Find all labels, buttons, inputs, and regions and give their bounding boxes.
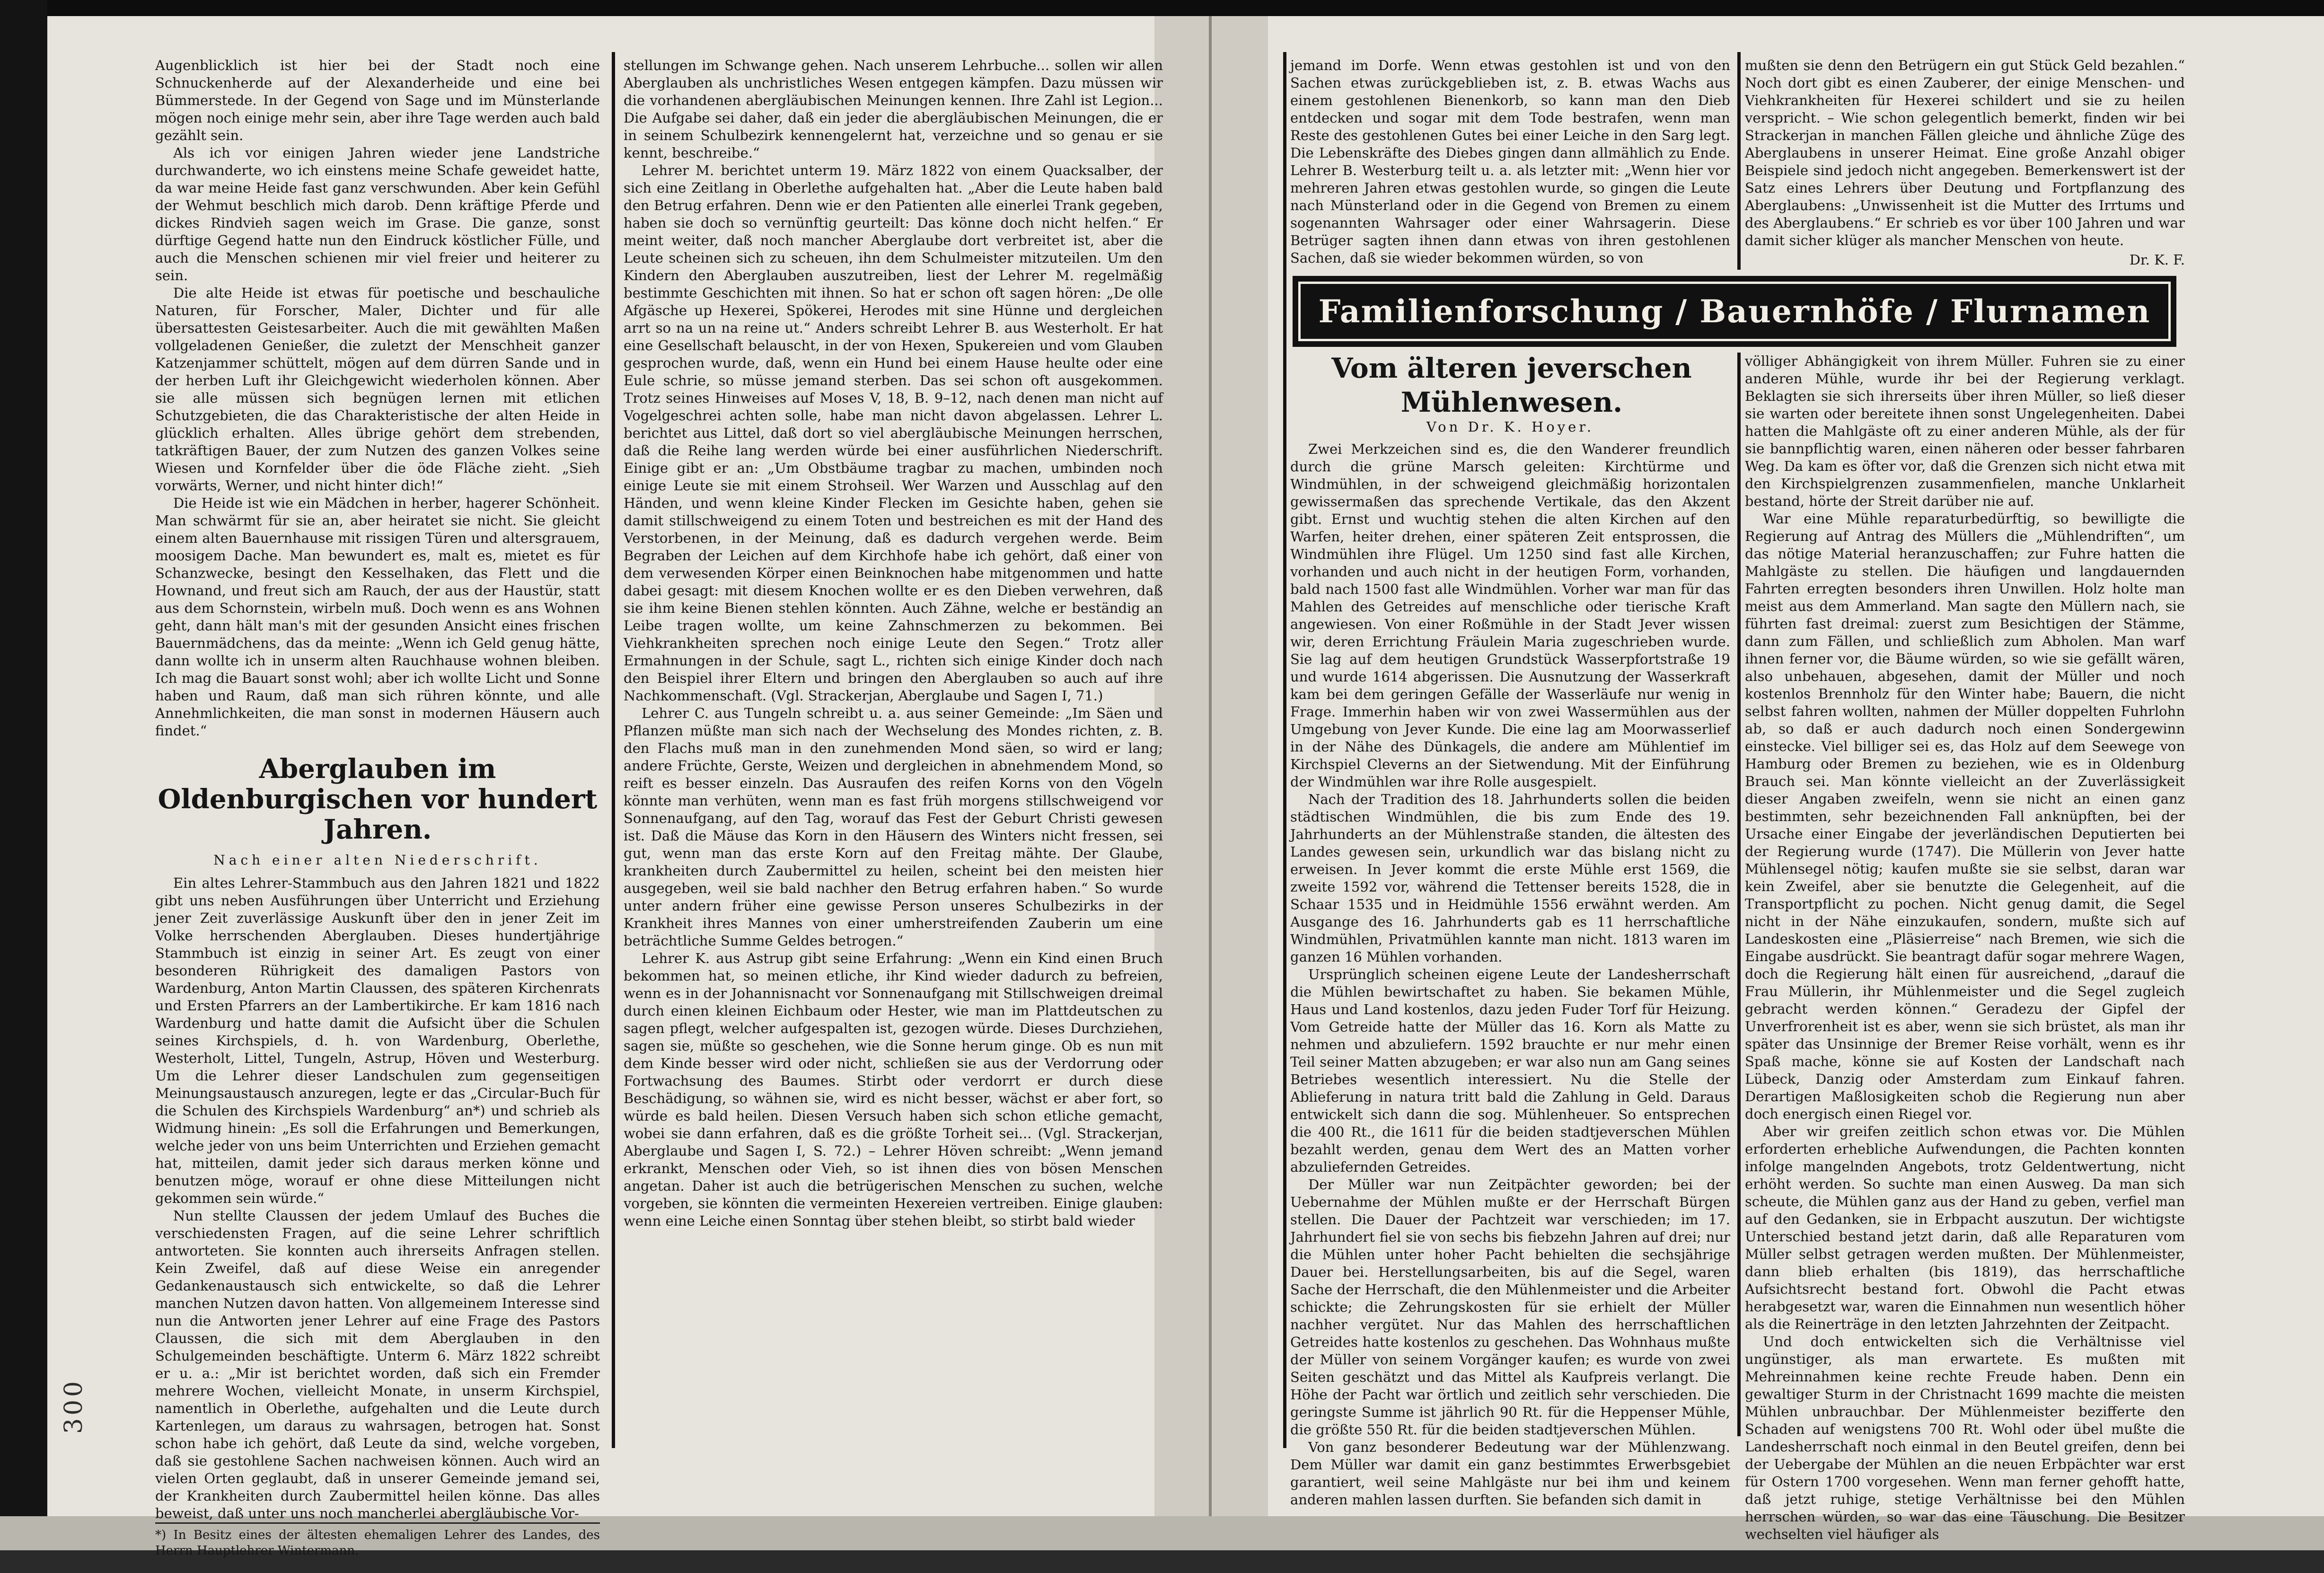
paragraph: stellungen im Schwange gehen. Nach unserem Lehrbuche... sollen wir allen Aberglauben als unchristliches Wesen entgegen kämpfen. Dazu müssen wir die vorhandenen abergläubischen Meinungen kennen. Ihre Zahl ist Legion... Die Aufgabe sei daher, daß ein jeder die abergläubischen Meinungen, die er in seinem Schulbezirk kennengelernt hat, verzeichne und so genau er sie kennt, beschreibe.“ [624,57,1163,161]
paragraph: Nach der Tradition des 18. Jahrhunderts sollen die beiden städtischen Windmühlen, die bis zum Ende des 19. Jahrhunderts an der Mühlenstraße standen, die ältesten des Landes gewesen sein, urkundlich war das bislang nicht zu erweisen. In Jever kommt die erste Mühle erst 1569, die zweite 1592 vor, während die Tettenser bereits 1528, die in Schaar 1535 und in Heidmühle 1556 erwähnt werden. Am Ausgange des 16. Jahrhunderts gab es 11 herrschaftliche Windmühlen, Privatmühlen kannte man nicht. 1813 waren im ganzen 16 Mühlen vorhanden. [1290,791,1730,965]
paragraph: Und doch entwickelten sich die Verhältnisse viel ungünstiger, als man erwartete. Es mußten mit Mehreinnahmen keine rechte Freude haben. Denn ein gewaltiger Sturm in der Christnacht 1699 machte die meisten Mühlen unbrauchbar. Der Mühlenmeister bezifferte den Schaden auf wenigstens 700 Rt. Wohl oder übel mußte die Landesherrschaft noch einmal in den Beutel greifen, denn bei der Uebergabe der Mühlen an die neuen Erbpächter war erst für Ostern 1700 vorgesehen. Wenn man ferner gehofft hatte, daß jetzt ruhige, stetige Verhältnisse bei den Mühlen herrschen würden, so war das eine Täuschung. Die Besitzer wechselten viel häufiger als [1745,1334,2185,1542]
column-2 [624,57,1163,1439]
paragraph: Als ich vor einigen Jahren wieder jene Landstriche durchwanderte, wo ich einstens meine Schafe geweidet hatte, da war meine Heide fast ganz verschwunden. Aber kein Gefühl der Wehmut beschlich mich darob. Denn kräftige Pferde und dickes Rindvieh sagen weich im Grase. Die ganze, sonst dürftige Gegend hatte nun den Eindruck köstlicher Fülle, und auch die Menschen schienen mir viel freier und heiterer zu sein. [155,145,600,283]
column-rule [1737,52,1741,270]
page-number: 300 [60,1378,88,1434]
article-subheading: Nach einer alten Niederschrift. [213,852,542,868]
paragraph: Lehrer M. berichtet unterm 19. März 1822 von einem Quacksalber, der sich eine Zeitlang in Oberlethe aufgehalten hat. „Aber die Leute haben bald den Betrug erfahren. Denn wie er den Patienten alle einerlei Trank gegeben, haben sie doch so vernünftig geurteilt: Das könne doch nicht helfen.“ Er meint weiter, daß noch mancher Aberglaube dort verbreitet ist, aber die Leute scheinen sich zu scheuen, ihn dem Schulmeister mitzuteilen. Um den Kindern den Aberglauben auszutreiben, liest der Lehrer M. regelmäßig bestimmte Geschichten mit ihnen. So hat er schon oft sagen hören: „De olle Afgäsche up Hexerei, Spökerei, Herodes mit sine Hünne und dergleichen arrt so na un na reine ut.“ Anders schreibt Lehrer B. aus Westerholt. Er hat eine Gesellschaft belauscht, in der von Hexen, Spukereien und vom Glauben gesprochen wurde, daß, wenn ein Hund bei einem Hause heulte oder eine Eule schrie, so müsse jemand sterben. Das sei schon oft ausgekommen. Trotz seines Hinweises auf Moses V, 18, B. 9–12, nach denen man nicht auf Vogelgeschrei achten solle, habe man nicht davon abgelassen. Lehrer L. berichtet aus Littel, daß dort so viel abergläubische Meinungen herrschen, daß die Reihe lang werden würde bei einer ausführlichen Niederschrift. Einige gibt er an: „Um Obstbäume tragbar zu machen, umbinden noch einige Leute sie mit einem Strohseil. Wer Warzen und Ausschlag auf den Händen, und wenn kleine Kinder Flecken im Gesichte haben, gehen sie damit stillschweigend zu einem Toten und bestreichen es mit der Hand des Verstorbenen, in der Meinung, daß es dadurch vergehen werde. Beim Begraben der Leichen auf dem Kirchhofe habe ich gehört, daß einer von dem verwesenden Körper einen Beinknochen habe mitgenommen und hatte dabei gesagt: mit diesem Knochen wollte er es den Dieben verwehren, daß sie ihm keine Bienen stehlen könnten. Auch Zähne, welche er beständig an Leibe tragen wollte, um keine Zahnschmerzen zu bekommen. Bei Viehkrankheiten sprechen noch einige Leute den Segen.“ Trotz aller Ermahnungen in der Schule, sagt L., richten sich einige Kinder doch nach den Beispiel ihrer Eltern und bringen den Aberglauben so auch auf ihre Nachkommenschaft. (Vgl. Strackerjan, Aberglaube und Sagen I, 71.) [624,162,1163,704]
paragraph: jemand im Dorfe. Wenn etwas gestohlen ist und von den Sachen etwas zurückgeblieben ist, z. B. etwas Wachs aus einem gestohlenen Bienenkorb, so kann man den Dieb entdecken und sogar mit dem Tode bestrafen, wenn man Reste des gestohlenen Gutes bei einer Leiche in den Sarg legt. Die Lebenskräfte des Diebes gingen dann allmählich zu Ende. Lehrer B. Westerburg teilt u. a. als letzter mit: „Wenn hier vor mehreren Jahren etwas gestohlen wurde, so gingen die Leute nach Münsterland oder in die Gegend von Bremen zu einem sogenannten Wahrsager oder einer Wahrsagerin. Diese Betrüger sagten ihnen dann etwas von ihren gestohlenen Sachen, daß sie wieder bekommen würden, so von [1290,57,1730,266]
section-banner [1293,276,2176,347]
gutter-fold [1209,16,1212,1516]
paragraph: Zwei Merkzeichen sind es, die den Wanderer freundlich durch die grüne Marsch geleiten: Kirchtürme und Windmühlen, in der schweigend gleichmäßig horizontalen gewissermaßen das sprechende Vertikale, das den Akzent gibt. Ernst und wuchtig stehen die alten Kirchen auf den Warfen, heiter drehen, einer späteren Zeit entsprossen, die Windmühlen ihre Flügel. Um 1250 sind fast alle Kirchen, vorhanden und auch nicht in der heutigen Form, vorhanden, bald nach 1500 fast alle Windmühlen. Vorher war man für das Mahlen des Getreides auf menschliche oder tierische Kraft angewiesen. Von einer Roßmühle in der Stadt Jever wissen wir, deren Errichtung Fräulein Maria zugeschrieben wurde. Sie lag auf dem heutigen Grundstück Wasserpfortstraße 19 und wurde 1614 abgerissen. Die Ausnutzung der Wasserkraft kam bei dem geringen Gefälle der Wasserläufe nur wenig in Frage. Immerhin haben wir von zwei Wassermühlen aus der Umgebung von Jever Kunde. Die eine lag am Moorwasserlief in der Nähe des Dünkagels, die andere am Mühlentief im Kirchspiel Cleverns an der Sietwendung. Mit der Einführung der Windmühlen war ihre Rolle ausgespielt. [1290,441,1730,790]
paragraph: völliger Abhängigkeit von ihrem Müller. Fuhren sie zu einer anderen Mühle, wurde ihr bei der Regierung verklagt. Beklagten sie sich ihrerseits über ihren Müller, so ließ dieser sie warten oder bereitete ihnen sonst Ungelegenheiten. Dabei hatten die Mahlgäste oft zu einer anderen Mühle, als der für sie bannpflichtig waren, einen näheren oder besser fahrbaren Weg. Da kam es öfter vor, daß die Grenzen sich nicht etwa mit den Kirchspielgrenzen zusammenfielen, manche Unklarheit bestand, hörte der Streit darüber nie auf. [1745,353,2185,509]
signature: Dr. K. F. [2129,252,2185,268]
paragraph: Nun stellte Claussen der jedem Umlauf des Buches die verschiedensten Fragen, auf die seine Lehrer schriftlich antworteten. Sie konnten auch ihrerseits Anfragen stellen. Kein Zweifel, daß auf diese Weise ein anregender Gedankenaustausch sich entwickelte, so daß die Lehrer manchen Nutzen davon hatten. Von allgemeinem Interesse sind nun die Antworten jener Lehrer auf eine Frage des Pastors Claussen, die sich mit dem Aberglauben in den Schulgemeinden beschäftigte. Unterm 6. März 1822 schreibt er u. a.: „Mir ist berichtet worden, daß sich ein Fremder mehrere Wochen, vielleicht Monate, in unserm Kirchspiel, namentlich in Oberlethe, aufgehalten und die Leute durch Kartenlegen, um daraus zu wahrsagen, betrogen hat. Sonst schon habe ich gehört, daß Leute da sind, welche vorgeben, daß sie gestohlene Sachen nachweisen können. Auch wird an vielen Orten geglaubt, daß in unserer Gemeinde jemand sei, der Krankheiten durch Zaubermittel heilen könne. Das alles beweist, daß unter uns noch mancherlei abergläubische Vor- [155,1208,600,1521]
paragraph: Ein altes Lehrer-Stammbuch aus den Jahren 1821 und 1822 gibt uns neben Ausführungen über Unterricht und Erziehung jener Zeit zuverlässige Auskunft über den in jener Zeit im Volke herrschenden Aberglauben. Dieses hundertjährige Stammbuch ist einzig in seiner Art. Es zeugt von einer besonderen Rührigkeit des damaligen Pastors von Wardenburg, Anton Martin Claussen, des späteren Kirchenrats und Ersten Pfarrers an der Lambertikirche. Er kam 1816 nach Wardenburg und hatte damit die Aufsicht über die Schulen seines Kirchspiels, d. h. von Wardenburg, Oberlethe, Westerholt, Littel, Tungeln, Astrup, Höven und Westerburg. Um die Lehrer dieser Landschulen zum gegenseitigen Meinungsaustausch anzuregen, legte er das „Circular-Buch für die Schulen des Kirchspiels Wardenburg“ an*) und schrieb als Widmung hinein: „Es soll die Erfahrungen und Bemerkungen, welche jeder von uns beim Unterrichten und Erziehen gemacht hat, mitteilen, damit jeder sich daraus merken könne und benutzen möge, worauf er ohne diese Mitteilungen nicht gekommen sein würde.“ [155,875,600,1206]
scan-top-border [0,0,2324,16]
column-rule [1283,52,1286,1448]
column-rule [1737,353,1741,1436]
paragraph: mußten sie denn den Betrügern ein gut Stück Geld bezahlen.“ Noch dort gibt es einen Zauberer, der einige Menschen- und Viehkrankheiten für Hexerei schildert und sie zu heilen verspricht. – Wie schon gelegentlich bemerkt, finden wir bei Strackerjan in manchen Fällen gleiche und ähnliche Züge des Aberglaubens in unserer Heimat. Eine große Anzahl obiger Beispiele sind jedoch nicht angegeben. Bemerkenswert ist der Satz eines Lehrers über Deutung und Fortpflanzung des Aberglaubens: „Unwissenheit ist die Mutter des Irrtums und des Aberglaubens.“ Er schrieb es vor über 100 Jahren und war damit sicher klüger als mancher Menschen von heute. [1745,57,2185,248]
section-banner-frame [1298,282,2171,341]
paragraph: Die alte Heide ist etwas für poetische und beschauliche Naturen, für Forscher, Maler, Dichter und für alle übersattesten Geistesarbeiter. Auch die mit gewählten Maßen vollgeladenen Genießer, die zuletzt der Menschheit ganzer Katzenjammer schüttelt, mögen auf dem dürren Sande und in der herben Luft ihr Gleichgewicht wiederholen können. Aber sie alle müssen sich begnügen lernen mit etlichen Schutzgebieten, die das Charakteristische der alten Heide in glücklich erhalten. Alles übrige gehört dem strebenden, tatkräftigen Bauer, der zum Nutzen des ganzen Volkes seine Wiesen und Kornfelder über die öde Fläche zieht. „Sieh vorwärts, Werner, und nicht hinter dich!“ [155,285,600,494]
paragraph: War eine Mühle reparaturbedürftig, so bewilligte die Regierung auf Antrag des Müllers die „Mühlendriften“, um das nötige Material heranzuschaffen; zur Fuhre hatten die Mahlgäste zu stellen. Die häufigen und langdauernden Fahrten erregten besonders ihren Unwillen. Holz holte man meist aus dem Ammerland. Man sagte den Müllern nach, sie führten fast dreimal: zuerst zum Besichtigen der Stämme, dann zum Fällen, und schließlich zum Abholen. Man warf ihnen ferner vor, die Bäume würden, so wie sie gefällt wären, also unbehauen, abgesehen, damit der Müller und noch kostenlos Brennholz für den Winter habe; Bauern, die nicht selbst fahren wollten, nahmen der Müller doppelten Fuhrlohn ab, so daß er auch dadurch noch einen Sondergewinn einstecke. Viel billiger sei es, das Holz auf dem Seewege von Hamburg oder Bremen zu beziehen, wie es in Oldenburg Brauch sei. Man könnte vielleicht an der Zuverlässigkeit dieser Angaben zweifeln, wenn sie nicht an einen ganz bestimmten, sehr bezeichnenden Fall anknüpften, bei der Ursache einer Eingabe der jeverländischen Deputierten bei der Regierung wurde (1747). Die Müllerin von Jever hatte Mühlensegel nötig; kaufen mußte sie sie selbst, daran war kein Zweifel, aber sie benutzte die Gelegenheit, auf die Transportpflicht zu pochen. Nicht genug damit, die Segel nicht in der Nähe einzukaufen, sondern, mußte sich auf Landeskosten eine „Pläsierreise“ nach Bremen, wie sich die Eingabe ausdrückt. Sie beantragt dafür sogar mehrere Wagen, doch die Regierung hält einen für ausreichend, „darauf die Frau Müllerin, ihr Mühlenmeister und die Segel zugleich gebracht werden können.“ Geradezu der Gipfel der Unverfrorenheit ist es aber, wenn sie sich brüstet, als man ihr später das Unsinnige der Bremer Reise vorhält, wenn es ihr Spaß mache, könne sie auf Kosten der Landschaft nach Lübeck, Danzig oder Amsterdam zum Einkauf fahren. Derartigen Maßlosigkeiten schob die Regierung nun aber doch energisch einen Riegel vor. [1745,511,2185,1122]
column-3-top [1290,57,1730,265]
column-rule [612,52,615,1448]
column-1 [155,57,600,1558]
footnote: *) In Besitz eines der ältesten ehemaligen Lehrer des Landes, des Herrn Hauptlehrer Wintermann. [155,1522,600,1559]
article-heading: Vom älteren jeverschen Mühlenwesen. [1331,352,1692,418]
scan-left-border [0,0,47,1573]
paragraph: Aber wir greifen zeitlich schon etwas vor. Die Mühlen erforderten erhebliche Aufwendungen, die Pachten konnten infolge mangelnden Angebots, trotz Geldentwertung, nicht erhöht werden. So suchte man einen Ausweg. Da man sich scheute, die Mühlen ganz aus der Hand zu geben, verfiel man auf den Gedanken, sie in Erbpacht auszutun. Der wichtigste Unterschied bestand jetzt darin, daß alle Reparaturen vom Müller selbst getragen werden mußten. Der Mühlenmeister, dann blieb erhalten (bis 1819), das herrschaftliche Aufsichtsrecht bestand fort. Obwohl die Pacht etwas herabgesetzt war, waren die Einnahmen nun wesentlich höher als die Reinerträge in den letzten Jahrzehnten der Zeitpacht. [1745,1123,2185,1332]
article-byline: Von Dr. K. Hoyer. [1426,419,1594,435]
paragraph: Von ganz besonderer Bedeutung war der Mühlenzwang. Dem Müller war damit ein ganz bestimmtes Erwerbsgebiet garantiert, weil seine Mahlgäste nur bei ihm und keinem anderen mahlen lassen durften. Sie befanden sich damit in [1290,1439,1730,1508]
paragraph: Die Heide ist wie ein Mädchen in herber, hagerer Schönheit. Man schwärmt für sie an, aber heiratet sie nicht. Sie gleicht einem alten Bauernhause mit rissigen Türen und altersgrauem, moosigem Dache. Man bewundert es, malt es, mietet es für Schanzwecke, besingt den Kesselhaken, das Flett und die Hownand, und freut sich am Rauch, der aus der Haustür, statt aus dem Schornstein, wirbeln muß. Doch wenn es ans Wohnen geht, dann hält man's mit der gesunden Ansicht eines frischen Bauernmädchens, das da meinte: „Wenn ich Geld genug hätte, dann wollte ich in unserm alten Rauchhause wohnen bleiben. Ich mag die Bauart sonst wohl; aber ich wollte Licht und Sonne haben und Raum, daß man sich rühren könnte, und alle Annehmlichkeiten, die man sonst in modernen Häusern auch findet.“ [155,495,600,739]
paragraph: Augenblicklich ist hier bei der Stadt noch eine Schnuckenherde auf der Alexanderheide und eine bei Bümmerstede. In der Gegend von Sage und im Münsterlande mögen noch einige mehr sein, aber ihre Tage werden auch bald gezählt sein. [155,57,600,143]
article-heading: Aberglauben im Oldenburgischen vor hundert Jahren. [158,753,598,845]
paragraph: Lehrer K. aus Astrup gibt seine Erfahrung: „Wenn ein Kind einen Bruch bekommen hat, so meinen etliche, ihr Kind wieder dadurch zu befreien, wenn es in der Johannisnacht vor Sonnenaufgang mit Stillschweigen dreimal durch einen kleinen Eichbaum oder Hester, wie man im Plattdeutschen zu sagen pflegt, welcher aufgespalten ist, gezogen würde. Dieses Durchziehen, sagen sie, müßte so geschehen, wie die Sonne herum ginge. Ob es nun mit dem Kinde besser wird oder nicht, schließen sie aus der Verdorrung oder Fortwachsung des Baumes. Stirbt oder verdorrt er durch diese Beschädigung, so wähnen sie, wird es nicht besser, wächst er aber fort, so würde es bald heilen. Diesen Versuch haben sich schon etliche gemacht, wobei sie dann erfahren, daß es die größte Torheit sei... (Vgl. Strackerjan, Aberglaube und Sagen I, S. 72.) – Lehrer Höven schreibt: „Wenn jemand erkrankt, Menschen oder Vieh, so ist ihnen dies von bösen Menschen angetan. Daher ist auch die betrügerischen Menschen zu suchen, welche vorgeben, sie könnten die vermeinten Hexereien vertreiben. Einige glauben: wenn eine Leiche einen Sonntag über stehen bleibt, so stirbt bald wieder [624,950,1163,1229]
paragraph: Lehrer C. aus Tungeln schreibt u. a. aus seiner Gemeinde: „Im Säen und Pflanzen müßte man sich nach der Wechselung des Mondes richten, z. B. den Flachs muß man in den zunehmenden Mond säen, so wird er lang; andere Früchte, Gerste, Weizen und dergleichen in abnehmendem Mond, so reift es besser einzeln. Das Ausraufen des reifen Korns von den Vögeln könnte man verhüten, wenn man es fast früh morgens stillschweigend vor Sonnenaufgang, auf den Tag, worauf das Fest der Geburt Christi gewesen ist. Daß die Mäuse das Korn in den Häusern des Winters nicht fressen, sei gut, wenn man das erste Korn auf den Freitag mähte. Der Glaube, krankheiten durch Zaubermittel zu heilen, scheint bei den meisten hier ausgegeben, weil sie bald nachher den Betrug erfahren haben.“ So wurde unter andern früher eine gewisse Person unseres Schulbezirks in der Krankheit ihres Mannes von einer umherstreifenden Zauberin um eine beträchtliche Summe Geldes betrogen.“ [624,705,1163,949]
paragraph: Ursprünglich scheinen eigene Leute der Landesherrschaft die Mühlen bewirtschaftet zu haben. Sie bekamen Mühle, Haus und Land kostenlos, dazu jeden Fuder Torf für Heizung. Vom Getreide hatte der Müller das 16. Korn als Matte zu nehmen und abzuliefern. 1592 brauchte er nur mehr einen Teil seiner Matten abzugeben; er war also nun am Gang seines Betriebes wesentlich interessiert. Nu die Stelle der Ablieferung in natura tritt bald die Zahlung in Geld. Daraus entwickelt sich dann die sog. Mühlenheuer. So entsprechen die 400 Rt., die 1611 für die beiden stadtjeverschen Mühlen bezahlt werden, genau dem Wert des an Matten vorher abzuliefernden Getreides. [1290,966,1730,1175]
section-banner-title: Familienforschung / Bauernhöfe / Flurnamen [1318,293,2151,330]
column-3-body [1290,416,1730,1508]
column-4-body [1745,353,2185,1542]
column-4-top [1745,57,2185,268]
paragraph: Der Müller war nun Zeitpächter geworden; bei der Uebernahme der Mühlen mußte er der Herrschaft Bürgen stellen. Die Dauer der Pachtzeit war verschieden; im 17. Jahrhundert fiel sie von sechs bis fiebzehn Jahren auf drei; nur die Mühlen unter hoher Pacht behielten die sechsjährige Dauer bei. Herstellungsarbeiten, bis auf die Segel, waren Sache der Herrschaft, die den Mühlenmeister und die Arbeiter schickte; die Zehrungskosten für sie erhielt der Müller nachher vergütet. Nur das Mahlen des herrschaftlichen Getreides hatte kostenlos zu geschehen. Das Wohnhaus mußte der Müller von seinem Vorgänger kaufen; es wurde von zwei Seiten geschätzt und das Mittel als Kaufpreis verlangt. Die Höhe der Pacht war örtlich und zeitlich sehr verschieden. Die geringste Summe ist jährlich 90 Rt. für die Heppenser Mühle, die größte 550 Rt. für die beiden stadtjeverschen Mühlen. [1290,1176,1730,1438]
